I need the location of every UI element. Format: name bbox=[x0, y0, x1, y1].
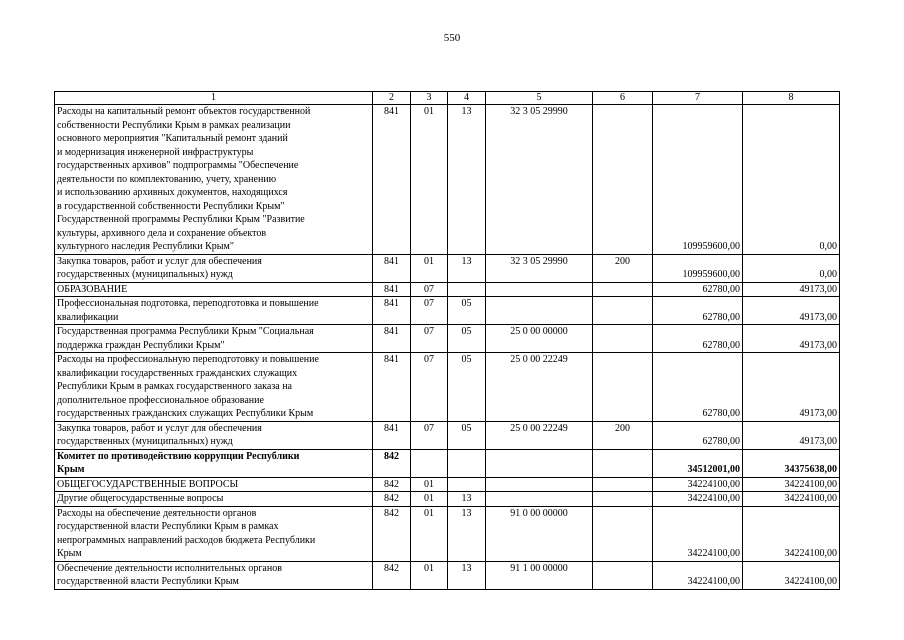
target-article-cell: 32 3 05 29990 bbox=[486, 254, 593, 282]
subsection-cell: 05 bbox=[448, 421, 486, 449]
amount-cell: 34224100,00 bbox=[653, 561, 743, 589]
amount-cell: 34512001,00 bbox=[653, 449, 743, 477]
amount-cell: 34224100,00 bbox=[743, 506, 840, 561]
expense-type-cell bbox=[593, 506, 653, 561]
expense-type-cell bbox=[593, 297, 653, 325]
subsection-cell bbox=[448, 282, 486, 297]
code-cell: 841 bbox=[373, 325, 411, 353]
subsection-cell: 13 bbox=[448, 561, 486, 589]
header-cell: 4 bbox=[448, 92, 486, 105]
code-cell: 842 bbox=[373, 477, 411, 492]
amount-cell: 109959600,00 bbox=[653, 105, 743, 255]
section-cell: 07 bbox=[411, 421, 448, 449]
amount-cell: 49173,00 bbox=[743, 297, 840, 325]
target-article-cell: 32 3 05 29990 bbox=[486, 105, 593, 255]
code-cell: 842 bbox=[373, 506, 411, 561]
amount-cell: 0,00 bbox=[743, 254, 840, 282]
description-cell: ОБРАЗОВАНИЕ bbox=[55, 282, 373, 297]
code-cell: 841 bbox=[373, 421, 411, 449]
code-cell: 841 bbox=[373, 297, 411, 325]
code-cell: 841 bbox=[373, 282, 411, 297]
description-cell: Расходы на профессиональную переподготовку и повышение квалификации государственных гражданских служащих Республики Крым в рамках государственного заказа на дополнительное профессиональное образование государственных гражданских служащих Республики Крым bbox=[55, 353, 373, 422]
description-cell: Закупка товаров, работ и услуг для обеспечения государственных (муниципальных) нужд bbox=[55, 254, 373, 282]
target-article-cell: 91 1 00 00000 bbox=[486, 561, 593, 589]
subsection-cell: 05 bbox=[448, 297, 486, 325]
section-cell: 01 bbox=[411, 477, 448, 492]
table-row bbox=[55, 492, 840, 507]
amount-cell: 34224100,00 bbox=[653, 477, 743, 492]
table-row bbox=[55, 325, 840, 353]
section-cell: 07 bbox=[411, 282, 448, 297]
amount-cell: 34224100,00 bbox=[743, 492, 840, 507]
target-article-cell: 25 0 00 22249 bbox=[486, 421, 593, 449]
header-cell: 6 bbox=[593, 92, 653, 105]
header-cell: 3 bbox=[411, 92, 448, 105]
section-cell: 07 bbox=[411, 325, 448, 353]
table-row bbox=[55, 254, 840, 282]
table-header-row bbox=[55, 92, 840, 105]
section-cell: 01 bbox=[411, 492, 448, 507]
expense-type-cell: 200 bbox=[593, 254, 653, 282]
table-row bbox=[55, 561, 840, 589]
target-article-cell bbox=[486, 282, 593, 297]
page-number: 550 bbox=[443, 32, 461, 44]
amount-cell: 34224100,00 bbox=[743, 477, 840, 492]
table-row bbox=[55, 506, 840, 561]
description-cell: Комитет по противодействию коррупции Республики Крым bbox=[55, 449, 373, 477]
target-article-cell bbox=[486, 492, 593, 507]
header-cell: 7 bbox=[653, 92, 743, 105]
expense-type-cell bbox=[593, 282, 653, 297]
subsection-cell: 13 bbox=[448, 105, 486, 255]
section-cell: 01 bbox=[411, 561, 448, 589]
amount-cell: 49173,00 bbox=[743, 421, 840, 449]
expense-type-cell bbox=[593, 325, 653, 353]
description-cell: Расходы на обеспечение деятельности органов государственной власти Республики Крым в рамках непрограммных направлений расходов бюджета Республики Крым bbox=[55, 506, 373, 561]
expense-type-cell bbox=[593, 105, 653, 255]
code-cell: 842 bbox=[373, 561, 411, 589]
table-row bbox=[55, 353, 840, 422]
expense-type-cell bbox=[593, 477, 653, 492]
target-article-cell bbox=[486, 449, 593, 477]
subsection-cell bbox=[448, 477, 486, 492]
section-cell: 01 bbox=[411, 254, 448, 282]
amount-cell: 109959600,00 bbox=[653, 254, 743, 282]
section-cell: 01 bbox=[411, 105, 448, 255]
amount-cell: 62780,00 bbox=[653, 353, 743, 422]
section-cell: 07 bbox=[411, 297, 448, 325]
section-cell: 07 bbox=[411, 353, 448, 422]
amount-cell: 62780,00 bbox=[653, 421, 743, 449]
budget-table bbox=[54, 91, 840, 590]
expense-type-cell: 200 bbox=[593, 421, 653, 449]
table-row bbox=[55, 282, 840, 297]
code-cell: 841 bbox=[373, 353, 411, 422]
subsection-cell: 13 bbox=[448, 492, 486, 507]
target-article-cell bbox=[486, 297, 593, 325]
amount-cell: 34224100,00 bbox=[653, 506, 743, 561]
subsection-cell: 13 bbox=[448, 506, 486, 561]
amount-cell: 34224100,00 bbox=[653, 492, 743, 507]
amount-cell: 62780,00 bbox=[653, 325, 743, 353]
header-cell: 2 bbox=[373, 92, 411, 105]
amount-cell: 62780,00 bbox=[653, 297, 743, 325]
subsection-cell: 05 bbox=[448, 325, 486, 353]
description-cell: Профессиональная подготовка, переподготовка и повышение квалификации bbox=[55, 297, 373, 325]
expense-type-cell bbox=[593, 561, 653, 589]
amount-cell: 49173,00 bbox=[743, 282, 840, 297]
description-cell: ОБЩЕГОСУДАРСТВЕННЫЕ ВОПРОСЫ bbox=[55, 477, 373, 492]
expense-type-cell bbox=[593, 353, 653, 422]
subsection-cell: 13 bbox=[448, 254, 486, 282]
table-row bbox=[55, 105, 840, 255]
table-row bbox=[55, 449, 840, 477]
description-cell: Обеспечение деятельности исполнительных органов государственной власти Республики Крым bbox=[55, 561, 373, 589]
code-cell: 842 bbox=[373, 449, 411, 477]
amount-cell: 34375638,00 bbox=[743, 449, 840, 477]
code-cell: 842 bbox=[373, 492, 411, 507]
amount-cell: 0,00 bbox=[743, 105, 840, 255]
subsection-cell: 05 bbox=[448, 353, 486, 422]
expense-type-cell bbox=[593, 492, 653, 507]
code-cell: 841 bbox=[373, 254, 411, 282]
section-cell bbox=[411, 449, 448, 477]
table-row bbox=[55, 297, 840, 325]
amount-cell: 49173,00 bbox=[743, 353, 840, 422]
header-cell: 5 bbox=[486, 92, 593, 105]
description-cell: Закупка товаров, работ и услуг для обеспечения государственных (муниципальных) нужд bbox=[55, 421, 373, 449]
target-article-cell bbox=[486, 477, 593, 492]
subsection-cell bbox=[448, 449, 486, 477]
amount-cell: 34224100,00 bbox=[743, 561, 840, 589]
expense-type-cell bbox=[593, 449, 653, 477]
amount-cell: 62780,00 bbox=[653, 282, 743, 297]
description-cell: Государственная программа Республики Крым "Социальная поддержка граждан Республики Крым" bbox=[55, 325, 373, 353]
description-cell: Расходы на капитальный ремонт объектов государственной собственности Республики Крым в рамках реализации основного мероприятия "Капитальный ремонт зданий и модернизация инженерной инфраструктуры государственных архивов" подпрограммы "Обеспечение деятельности по комплектованию, учету, хранению и использованию архивных документов, находящихся в государственной собственности Республики Крым" Государственной программы Республики Крым "Развитие культуры, архивного дела и сохранение объектов культурного наследия Республики Крым" bbox=[55, 105, 373, 255]
target-article-cell: 25 0 00 00000 bbox=[486, 325, 593, 353]
header-cell: 1 bbox=[55, 92, 373, 105]
section-cell: 01 bbox=[411, 506, 448, 561]
target-article-cell: 91 0 00 00000 bbox=[486, 506, 593, 561]
code-cell: 841 bbox=[373, 105, 411, 255]
amount-cell: 49173,00 bbox=[743, 325, 840, 353]
header-cell: 8 bbox=[743, 92, 840, 105]
table-row bbox=[55, 421, 840, 449]
description-cell: Другие общегосударственные вопросы bbox=[55, 492, 373, 507]
target-article-cell: 25 0 00 22249 bbox=[486, 353, 593, 422]
table-row bbox=[55, 477, 840, 492]
